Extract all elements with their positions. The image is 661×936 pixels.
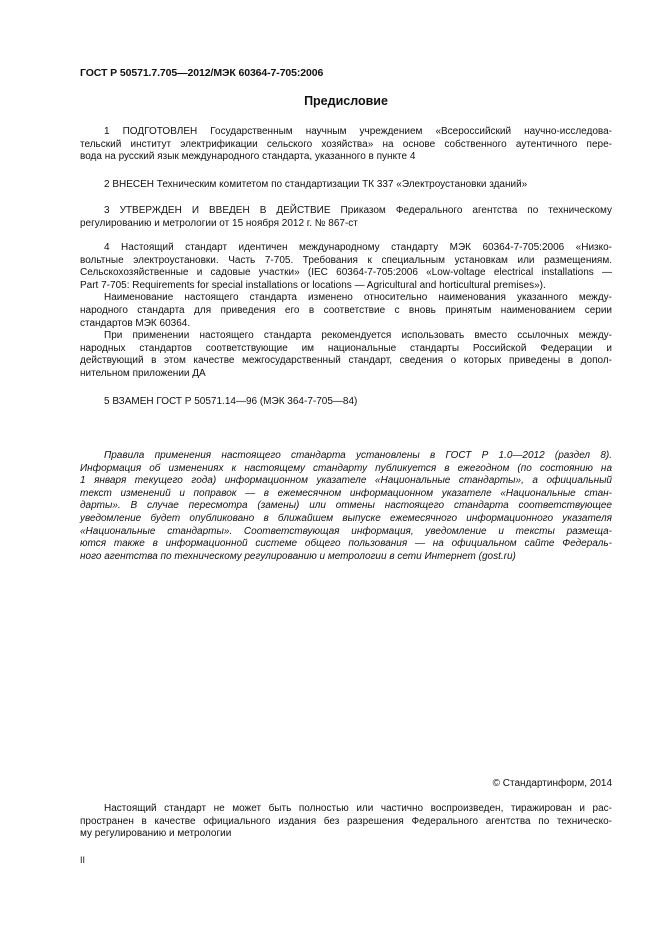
text-line: 2 ВНЕСЕН Техническим комитетом по стандартизации ТК 337 «Электроустановки зданий» bbox=[104, 179, 528, 190]
page-number: II bbox=[80, 855, 86, 865]
foreword-item-5 bbox=[80, 396, 612, 409]
text-line: му регулированию и метрологии bbox=[80, 828, 232, 840]
text-line: При применении настоящего стандарта рекомендуется использовать вместо ссылочных между- bbox=[104, 330, 612, 342]
text-line: вода на русский язык международного стандарта, указанного в пункте 4 bbox=[80, 151, 416, 163]
text-line: Информация об изменениях к настоящему стандарту публикуется в ежегодном (по состоянию на bbox=[80, 462, 612, 474]
text-line: стандартов МЭК 60364. bbox=[80, 317, 191, 329]
text-line: дарты». В случае пересмотра (замены) или отмены настоящего стандарта соответствующее bbox=[80, 500, 612, 512]
text-line: ются также в информационной системе общего пользования — на официальном сайте Федераль- bbox=[80, 538, 612, 550]
text-line: нительном приложении ДА bbox=[80, 367, 206, 379]
text-line: тельский институт электрификации сельского хозяйства» на основе собственного аутентичного пере- bbox=[80, 138, 612, 150]
text-line: пространен в качестве официального издания без разрешения Федерального агентства по техническо- bbox=[80, 815, 612, 827]
application-rules-note bbox=[80, 450, 612, 563]
text-line: текст изменений и поправок — в ежемесячном информационном указателе «Национальные стан- bbox=[80, 487, 612, 499]
text-line: «Национальные стандарты». Соответствующая информация, уведомление и тексты размеща- bbox=[80, 525, 612, 537]
text-line: Сельскохозяйственные и садовые участки» (IEC 60364-7-705:2006 «Low-voltage electrical installations — bbox=[80, 267, 612, 279]
copyright-line: © Стандартинформ, 2014 bbox=[492, 778, 612, 789]
foreword-item-4 bbox=[80, 242, 612, 381]
page-title: Предисловие bbox=[304, 94, 388, 108]
text-line: 4 Настоящий стандарт идентичен международному стандарту МЭК 60364-7-705:2006 «Низко- bbox=[104, 242, 612, 253]
text-line: народного стандарта для приведения его в соответствие с вновь принятым наименованием серии bbox=[80, 304, 612, 316]
foreword-item-3 bbox=[80, 205, 612, 230]
running-header: ГОСТ Р 50571.7.705—2012/МЭК 60364-7-705:2006 bbox=[80, 67, 324, 79]
reproduction-notice bbox=[80, 803, 612, 841]
text-line: 1 ПОДГОТОВЛЕН Государственным научным учреждением «Всероссийский научно-исследова- bbox=[104, 126, 612, 137]
text-line: 5 ВЗАМЕН ГОСТ Р 50571.14—96 (МЭК 364-7-705—84) bbox=[104, 396, 358, 407]
text-line: 3 УТВЕРЖДЕН И ВВЕДЕН В ДЕЙСТВИЕ Приказом Федерального агентства по техническому bbox=[104, 205, 612, 216]
foreword-item-2 bbox=[80, 179, 612, 192]
text-line: народных стандартов соответствующие им национальные стандарты Российской Федерации и bbox=[80, 342, 612, 354]
foreword-item-1 bbox=[80, 126, 612, 164]
text-line: регулированию и метрологии от 15 ноября 2012 г. № 867-ст bbox=[80, 217, 358, 229]
text-line: Наименование настоящего стандарта изменено относительно наименования указанного между- bbox=[104, 292, 612, 304]
text-line: уведомление будет опубликовано в ближайшем выпуске ежемесячного информационного указателя bbox=[80, 512, 612, 524]
text-line: Настоящий стандарт не может быть полностью или частично воспроизведен, тиражирован и рас- bbox=[104, 803, 612, 814]
text-line: вольтные электроустановки. Часть 7-705. Требования к специальным установкам или размещениям. bbox=[80, 254, 612, 266]
text-line: Правила применения настоящего стандарта установлены в ГОСТ Р 1.0—2012 (раздел 8). bbox=[104, 450, 612, 461]
text-line: Part 7-705: Requirements for special installations or locations — Agricultural and horticultural premises»). bbox=[80, 279, 546, 291]
text-line: действующий в этом качестве межгосударственный стандарт, сведения о которых приведены в допол- bbox=[80, 355, 612, 367]
text-line: 1 января текущего года) информационном указателе «Национальные стандарты», а официальный bbox=[80, 475, 612, 487]
text-line: ного агентства по техническому регулированию и метрологии в сети Интернет (gost.ru) bbox=[80, 550, 516, 562]
